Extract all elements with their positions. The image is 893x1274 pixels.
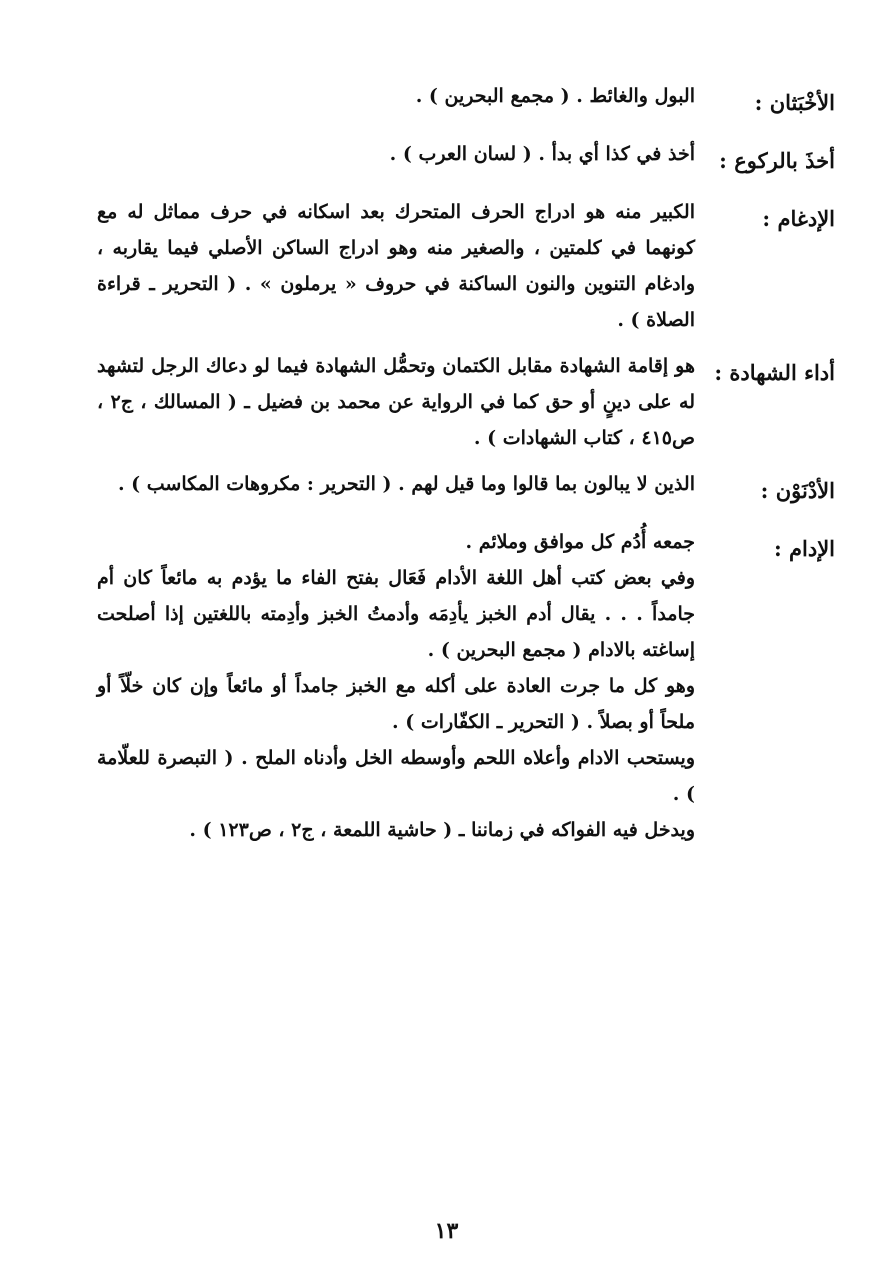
definition-paragraph: الذين لا يبالون بما قالوا وما قيل لهم . ( التحرير : مكروهات المكاسب ) .	[117, 473, 695, 495]
entry-term: أخذَ بالركوع :	[719, 148, 835, 173]
entry-definition	[97, 524, 695, 848]
definition-paragraph: أخذ في كذا أي بدأ . ( لسان العرب ) .	[389, 143, 695, 165]
definition-paragraph: هو إقامة الشهادة مقابل الكتمان وتحمُّل الشهادة فيما لو دعاك الرجل لتشهد له على دينٍ أو حق كما في الرواية عن محمد بن فضيل ـ ( المسالك ، ج٢ ، ص٤١٥ ، كتاب الشهادات ) .	[97, 355, 696, 449]
entry-definition	[97, 348, 695, 456]
glossary-entry	[96, 136, 835, 184]
glossary-entry	[96, 524, 835, 848]
glossary-entry	[96, 466, 835, 514]
entry-term: الإدغام :	[762, 206, 835, 231]
entry-definition	[97, 136, 695, 184]
definition-paragraph: ويدخل فيه الفواكه في زماننا ـ ( حاشية اللمعة ، ج٢ ، ص١٢٣ ) .	[189, 819, 695, 841]
glossary-entry	[96, 194, 835, 338]
entry-definition	[97, 466, 695, 514]
definition-paragraph: جمعه أُدُم كل موافق وملائم .	[465, 531, 695, 553]
definition-paragraph: وفي بعض كتب أهل اللغة الأدام فَعَال بفتح الفاء ما يؤدم به مائعاً كان أم جامداً . . . يقال أدم الخبز يأدِمَه وأدمتُ الخبز وأدِمته باللغتين إذا أصلحت إساغته بالادام ( مجمع البحرين ) .	[97, 567, 695, 661]
entry-term: الأخْبَثان :	[754, 90, 835, 115]
entry-definition	[97, 194, 695, 338]
entry-term: الإدام :	[773, 536, 835, 561]
glossary-entry	[96, 348, 835, 456]
entry-term: الأدْنَوْن :	[760, 478, 835, 503]
glossary-entry	[96, 78, 835, 126]
definition-paragraph: الكبير منه هو ادراج الحرف المتحرك بعد اسكانه في حرف مماثل له مع كونهما في كلمتين ، والصغير منه وهو ادراج الساكن الأصلي فيما يقاربه ، وادغام التنوين والنون الساكنة في حروف « يرملون » . ( التحرير ـ قراءة الصلاة ) .	[97, 201, 695, 331]
entry-definition	[97, 78, 695, 126]
definition-paragraph: وهو كل ما جرت العادة على أكله مع الخبز جامداً أو مائعاً وإن كان خلّاً أو ملحاً أو بصلاً . ( التحرير ـ الكفّارات ) .	[97, 675, 695, 733]
page-number: ١٣	[434, 1218, 459, 1244]
entry-term: أداء الشهادة :	[714, 360, 835, 385]
definition-paragraph: ويستحب الادام وأعلاه اللحم وأوسطه الخل وأدناه الملح . ( التبصرة للعلّامة ) .	[97, 747, 695, 805]
glossary-entries	[96, 78, 835, 858]
definition-paragraph: البول والغائط . ( مجمع البحرين ) .	[415, 85, 695, 107]
